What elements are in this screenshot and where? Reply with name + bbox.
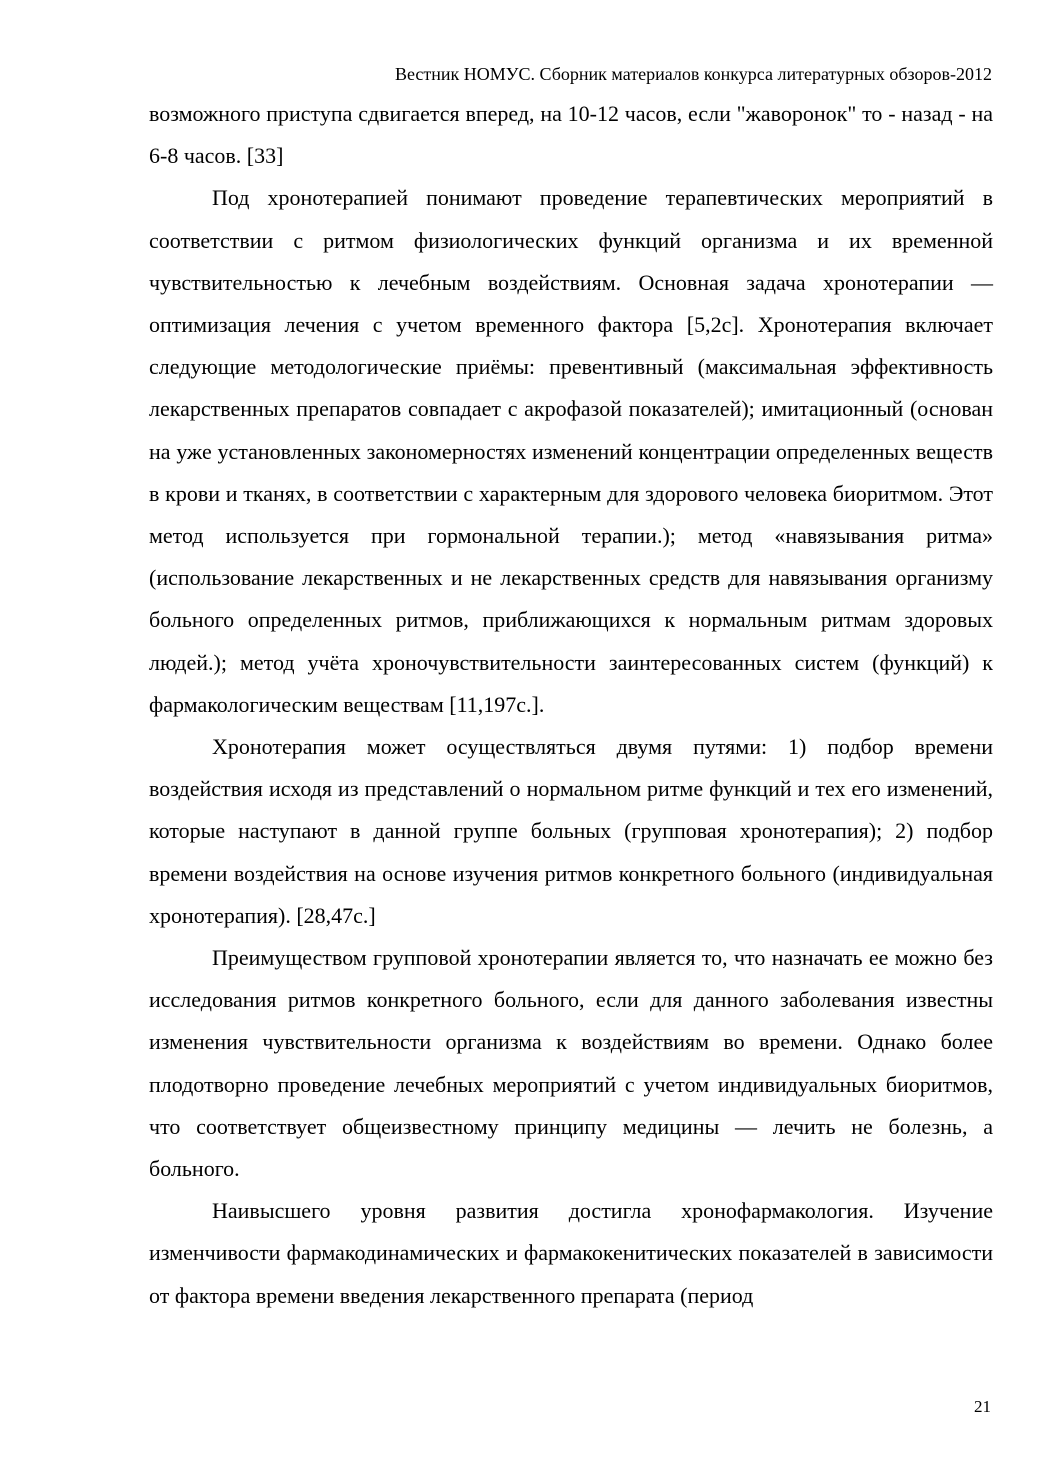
paragraph-continuation: возможного приступа сдвигается вперед, на 10-12 часов, если "жаворонок" то - назад - на 6-8 часов. [33] (149, 101, 993, 169)
paragraph-chronopharmacology: Наивысшего уровня развития достигла хронофармакология. Изучение изменчивости фармакодинамических и фармакокенитических показателей в зависимости от фактора времени введения лекарственного препарата (период (149, 1198, 993, 1308)
page-number: 21 (974, 1397, 991, 1416)
body-text (149, 93, 993, 1317)
paragraph-chronotherapy-definition: Под хронотерапией понимают проведение терапевтических мероприятий в соответствии с ритмом физиологических функций организма и их временной чувствительностью к лечебным воздействиям. Основная задача хронотерапии — оптимизация лечения с учетом временного фактора [5,2с]. Хронотерапия включает следующие методологические приёмы: превентивный (максимальная эффективность лекарственных препаратов совпадает с акрофазой показателей); имитационный (основан на уже установленных закономерностях изменений концентрации определенных веществ в крови и тканях, в соответствии с характерным для здорового человека биоритмом. Этот метод используется при гормональной терапии.); метод «навязывания ритма» (использование лекарственных и не лекарственных средств для навязывания организму больного определенных ритмов, приближающихся к нормальным ритмам здоровых людей.); метод учёта хроночувствительности заинтересованных систем (функций) к фармакологическим веществам [11,197с.]. (149, 185, 993, 717)
paragraph-group-chronotherapy: Преимуществом групповой хронотерапии является то, что назначать ее можно без исследования ритмов конкретного больного, если для данного заболевания известны изменения чувствительности организма к воздействиям во времени. Однако более плодотворно проведение лечебных мероприятий с учетом индивидуальных биоритмов, что соответствует общеизвестному принципу медицины — лечить не болезнь, а больного. (149, 945, 993, 1182)
running-header: Вестник НОМУС. Сборник материалов конкурса литературных обзоров-2012 (394, 64, 992, 84)
paragraph-chronotherapy-paths: Хронотерапия может осуществляться двумя путями: 1) подбор времени воздействия исходя из представлений о нормальном ритме функций и тех его изменений, которые наступают в данной группе больных (групповая хронотерапия); 2) подбор времени воздействия на основе изучения ритмов конкретного больного (индивидуальная хронотерапия). [28,47с.] (149, 734, 993, 928)
